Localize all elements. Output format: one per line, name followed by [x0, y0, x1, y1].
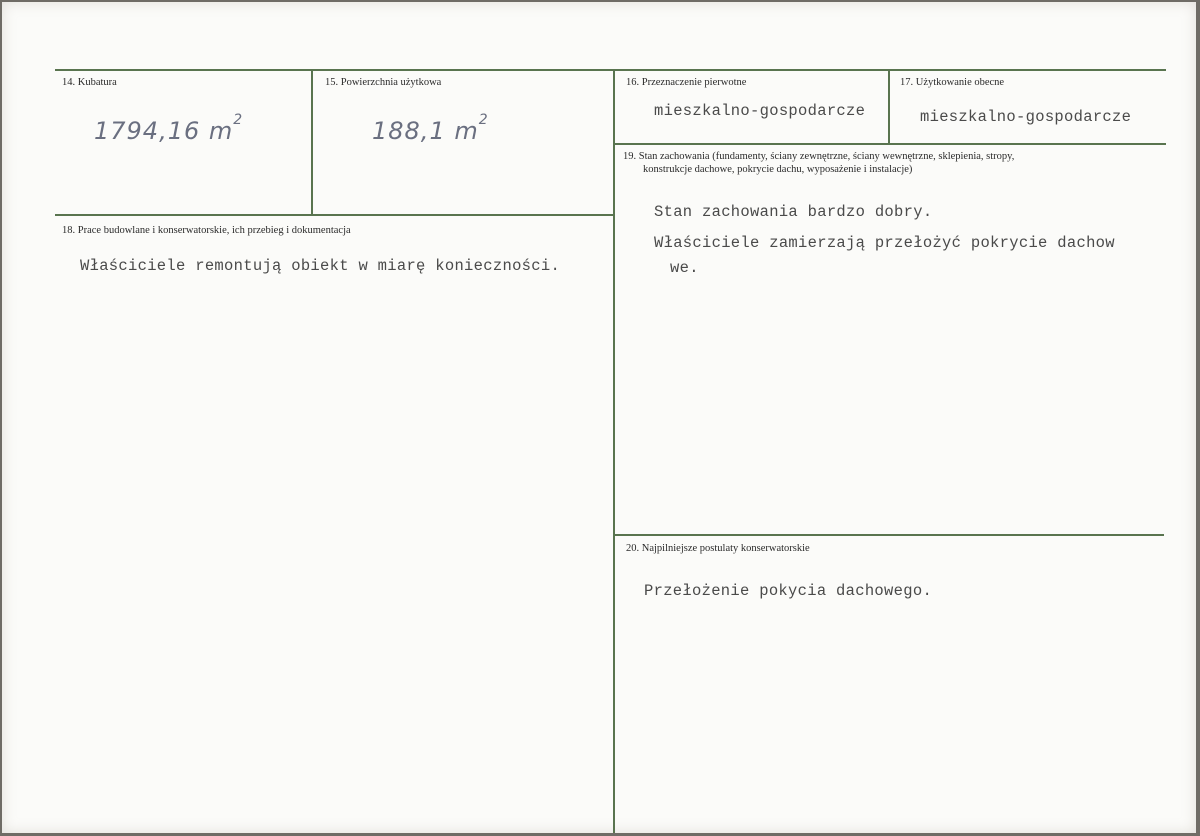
stan-value-line2: Właściciele zamierzają przełożyć pokrycie dachow [654, 234, 1115, 252]
prace-value: Właściciele remontują obiekt w miarę konieczności. [80, 257, 561, 275]
rule-14-15-bottom [55, 214, 614, 216]
stan-value-line3: we. [670, 259, 699, 277]
kubatura-value-exponent: 2 [233, 112, 244, 128]
powierzchnia-label: 15. Powierzchnia użytkowa [325, 77, 442, 88]
rule-center [613, 69, 615, 833]
powierzchnia-value-exponent: 2 [478, 112, 489, 128]
rule-16-17-bottom [614, 143, 1166, 145]
postulaty-value: Przełożenie pokycia dachowego. [644, 582, 933, 600]
przeznaczenie-value: mieszkalno-gospodarcze [654, 102, 866, 120]
kubatura-label: 14. Kubatura [62, 77, 117, 88]
powierzchnia-value-text: 188,1 m [372, 117, 479, 145]
przeznaczenie-label: 16. Przeznaczenie pierwotne [626, 77, 747, 88]
rule-19-bottom [614, 534, 1164, 536]
powierzchnia-value [372, 112, 489, 145]
rule-top [55, 69, 1166, 71]
stan-label-line1: 19. Stan zachowania (fundamenty, ściany zewnętrzne, ściany wewnętrzne, sklepienia, stropy, [623, 151, 1015, 162]
stan-label-line2: konstrukcje dachowe, pokrycie dachu, wyposażenie i instalacje) [643, 164, 913, 175]
rule-16-17-divider [888, 69, 890, 145]
rule-14-15-divider [311, 69, 313, 216]
uzytkowanie-label: 17. Użytkowanie obecne [900, 77, 1005, 88]
record-card [2, 2, 1196, 833]
stan-value-line1: Stan zachowania bardzo dobry. [654, 203, 933, 221]
prace-label: 18. Prace budowlane i konserwatorskie, ich przebieg i dokumentacja [62, 225, 351, 236]
uzytkowanie-value: mieszkalno-gospodarcze [920, 108, 1132, 126]
kubatura-value-text: 1794,16 m [94, 117, 234, 145]
kubatura-value [94, 112, 244, 145]
postulaty-label: 20. Najpilniejsze postulaty konserwatorskie [626, 543, 810, 554]
